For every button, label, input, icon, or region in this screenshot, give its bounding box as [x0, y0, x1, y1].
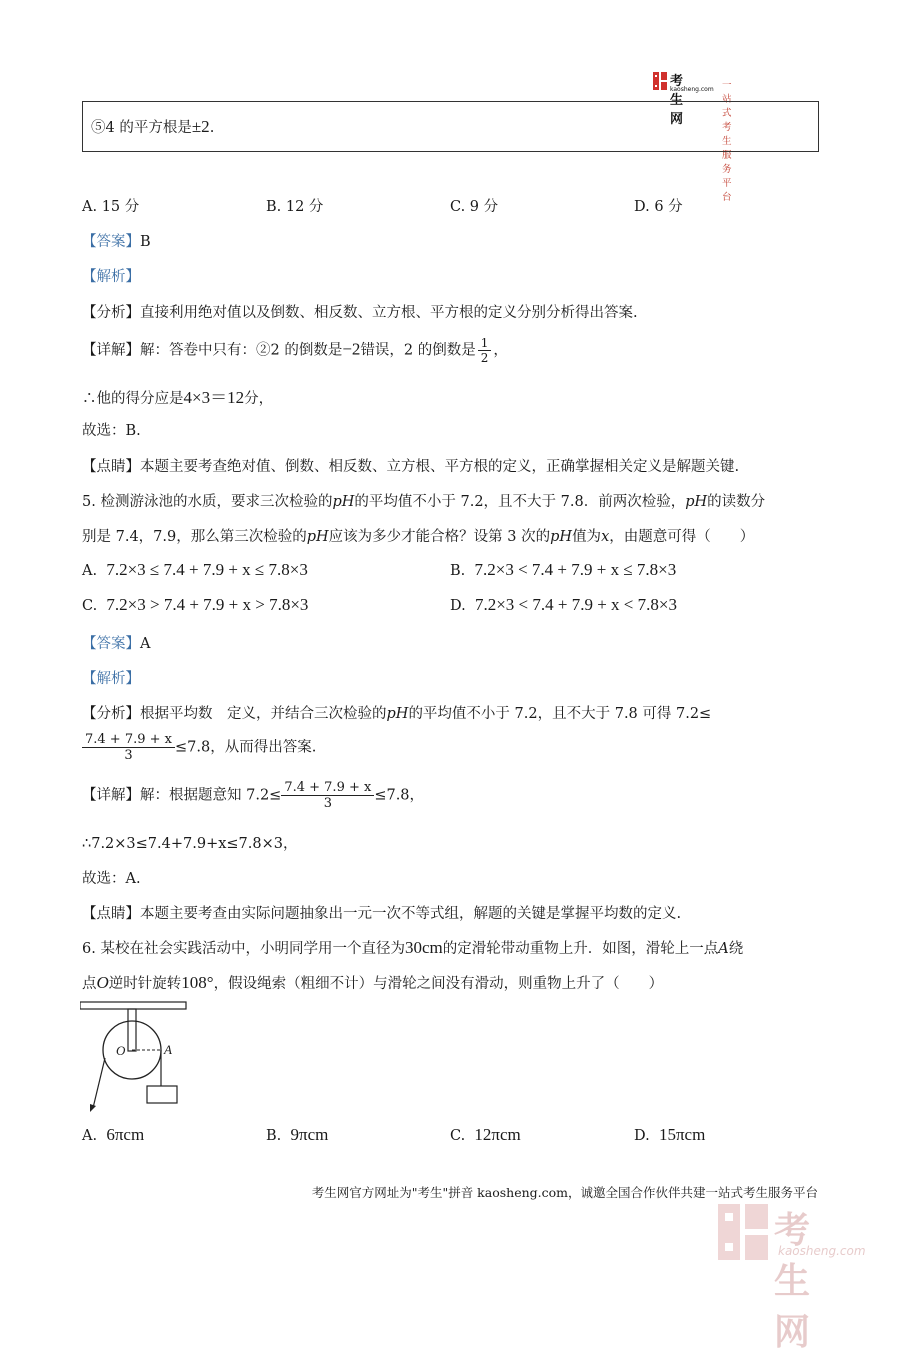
q5-analysis-tag: 【解析】 [82, 671, 140, 687]
option-math: 7.2×3 < 7.4 + 7.9 + x ≤ 7.8×3 [474, 560, 677, 579]
option-label: D. [450, 598, 466, 614]
dianjing-tag: 【点睛】 [82, 906, 140, 922]
fenxi-tag: 【分析】 [82, 305, 140, 321]
option-math: 7.2×3 ≤ 7.4 + 7.9 + x ≤ 7.8×3 [106, 560, 308, 579]
stem-math: 30cm [404, 938, 443, 957]
logo-url: kaosheng.com [670, 86, 714, 93]
fenxi-text: 直接利用绝对值以及倒数、相反数、立方根、平方根的定义分别分析得出答案. [140, 305, 638, 321]
ph-symbol: pH [386, 706, 409, 722]
q6-option-c [450, 1125, 521, 1145]
q4-option-d: D. 6 分 [634, 199, 683, 215]
q4-dianjing [82, 455, 739, 476]
q4-therefore [82, 383, 273, 408]
q5-option-a [82, 560, 308, 580]
answer-value: A [140, 636, 151, 652]
statement-text: ⑤4 的平方根是 [91, 120, 192, 136]
kaosheng-logo-icon [653, 72, 667, 90]
q4-fenxi [82, 301, 638, 322]
option-label: A. [82, 563, 98, 579]
statement-period: . [209, 120, 215, 136]
option-label: B. [450, 563, 466, 579]
q4-answer [82, 230, 151, 251]
option-label: C. [82, 598, 98, 614]
label-o: O [116, 1043, 126, 1058]
q6-option-d [634, 1125, 705, 1145]
label-a: A [164, 1042, 172, 1057]
q4-analysis-tag: 【解析】 [82, 269, 140, 285]
var-x: x [601, 529, 610, 545]
footer-text: 考生网官方网址为"考生"拼音 kaosheng.com，诚邀全国合作伙伴共建一站式考生服务平台 [311, 1185, 818, 1200]
stem-text-3: 的读数分 [707, 494, 766, 510]
fenxi-text-2: 的平均值不小于 7.2，且不大于 7.8 可得 7.2≤ [408, 706, 712, 722]
option-math: 7.2×3 > 7.4 + 7.9 + x > 7.8×3 [106, 595, 309, 614]
fraction-average [281, 780, 374, 811]
ph-symbol: pH [332, 494, 355, 510]
q5-fenxi-line2 [82, 732, 316, 763]
q6-option-b [266, 1125, 328, 1145]
q5-stem-line1 [82, 490, 765, 511]
fenxi-text-3: ≤7.8，从而得出答案. [175, 739, 317, 756]
therefore-math: 4×3＝12 [183, 388, 245, 407]
fraction-numerator: 7.4 + 7.9 + x [284, 780, 372, 795]
stem-text: 点 [82, 976, 97, 992]
q5-choose: 故选：A. [82, 871, 141, 887]
option-label: D. [634, 1128, 650, 1144]
q6-stem-line2 [82, 972, 663, 993]
detail-comma: ， [493, 342, 508, 359]
option-math: 12πcm [474, 1125, 521, 1144]
ceiling-bar [80, 1002, 186, 1009]
q4-choose: 故选：B. [82, 423, 141, 439]
dianjing-tag: 【点睛】 [82, 459, 140, 475]
option-math: 7.2×3 < 7.4 + 7.9 + x < 7.8×3 [474, 595, 677, 614]
q5-answer [82, 632, 150, 653]
option-label: A. [82, 1128, 98, 1144]
pulley-support [128, 1009, 136, 1051]
watermark-text: 考生网 [774, 1210, 811, 1353]
fraction-one-half [478, 336, 492, 365]
q5-stem-line2 [82, 525, 754, 546]
weight-block [147, 1086, 177, 1103]
q4-option-c: C. 9 分 [450, 199, 499, 215]
detail-text-2: ≤7.8， [374, 787, 425, 804]
q5-option-c [82, 595, 308, 615]
detail-tag: 【详解】 [82, 342, 140, 359]
watermark-logo-icon [718, 1204, 768, 1260]
stem-text-3: ，假设绳索（粗细不计）与滑轮之间没有滑动，则重物上升了（ ） [213, 976, 664, 992]
dianjing-text: 本题主要考查绝对值、倒数、相反数、立方根、平方根的定义，正确掌握相关定义是解题关键. [140, 459, 740, 475]
q5-therefore: ∴7.2×3≤7.4+7.9+x≤7.8×3， [82, 836, 298, 852]
therefore-text-2: 分， [244, 391, 274, 407]
q5-fenxi [82, 702, 711, 723]
answer-value: B [140, 234, 151, 250]
detail-text: 解：答卷中只有：②2 的倒数是 [140, 342, 343, 359]
detail-tag: 【详解】 [82, 787, 140, 804]
header-slogan: 一站式考生服务平台 [722, 80, 732, 203]
option-label: C. [450, 1128, 466, 1144]
option-math: 6πcm [106, 1125, 145, 1144]
point-a-label: A [718, 941, 729, 957]
ph-symbol: pH [550, 529, 573, 545]
fraction-denominator: 3 [281, 795, 374, 811]
q4-option-a: A. 15 分 [82, 199, 140, 215]
pull-rope [93, 1058, 105, 1108]
option-math: 15πcm [658, 1125, 706, 1144]
logo-name: 考生网 [670, 74, 684, 127]
detail-text-2: 错误，2 的倒数是 [360, 342, 476, 359]
q5-option-d [450, 595, 677, 615]
stem-text-3: 值为 [572, 529, 602, 545]
fenxi-text: 根据平均数 定义，并结合三次检验的 [140, 706, 387, 722]
watermark-url: kaosheng.com [778, 1244, 866, 1258]
fraction-denominator: 3 [82, 747, 175, 763]
arrow-head-icon [90, 1104, 96, 1112]
therefore-text: ∴他的得分应是 [82, 391, 184, 407]
stem-text-2: 逆时针旋转 [108, 976, 182, 992]
q4-option-b: B. 12 分 [266, 199, 324, 215]
fraction-denominator: 2 [478, 350, 492, 365]
pulley-figure [80, 1000, 190, 1115]
statement-5 [91, 116, 214, 137]
option-math: 9πcm [290, 1125, 329, 1144]
dianjing-text: 本题主要考查由实际问题抽象出一元一次不等式组，解题的关键是掌握平均数的定义. [140, 906, 682, 922]
q5-detail [82, 780, 424, 811]
stem-text-2: 的定滑轮带动重物上升．如图，滑轮上一点 [442, 941, 719, 957]
fraction-numerator: 1 [480, 336, 489, 350]
ph-symbol: pH [685, 494, 708, 510]
answer-tag: 【答案】 [82, 234, 140, 250]
stem-text-2: 应该为多少才能合格？设第 3 次的 [328, 529, 551, 545]
stem-math: 108° [181, 973, 214, 992]
fenxi-tag: 【分析】 [82, 706, 140, 722]
fraction-numerator: 7.4 + 7.9 + x [85, 732, 172, 747]
stem-text-3: 绕 [728, 941, 744, 957]
ph-symbol: pH [306, 529, 329, 545]
answer-tag: 【答案】 [82, 636, 140, 652]
q6-option-a [82, 1125, 144, 1145]
detail-math: −2 [342, 339, 361, 359]
option-label: B. [266, 1128, 282, 1144]
statement-math: ±2 [191, 117, 210, 136]
q6-stem-line1 [82, 937, 743, 958]
stem-text: 别是 7.4，7.9，那么第三次检验的 [82, 529, 307, 545]
stem-text-2: 的平均值不小于 7.2，且不大于 7.8．前两次检验， [354, 494, 686, 510]
detail-text: 解：根据题意知 7.2≤ [140, 787, 282, 804]
q5-dianjing [82, 902, 681, 923]
stem-text: 6. 某校在社会实践活动中，小明同学用一个直径为 [82, 941, 405, 957]
point-o-label: O [96, 973, 109, 992]
q5-option-b [450, 560, 676, 580]
fraction-average [82, 732, 175, 763]
stem-text: 5. 检测游泳池的水质，要求三次检验的 [82, 494, 333, 510]
stem-text-4: ，由题意可得（ ） [609, 529, 755, 545]
q4-detail [82, 336, 508, 365]
